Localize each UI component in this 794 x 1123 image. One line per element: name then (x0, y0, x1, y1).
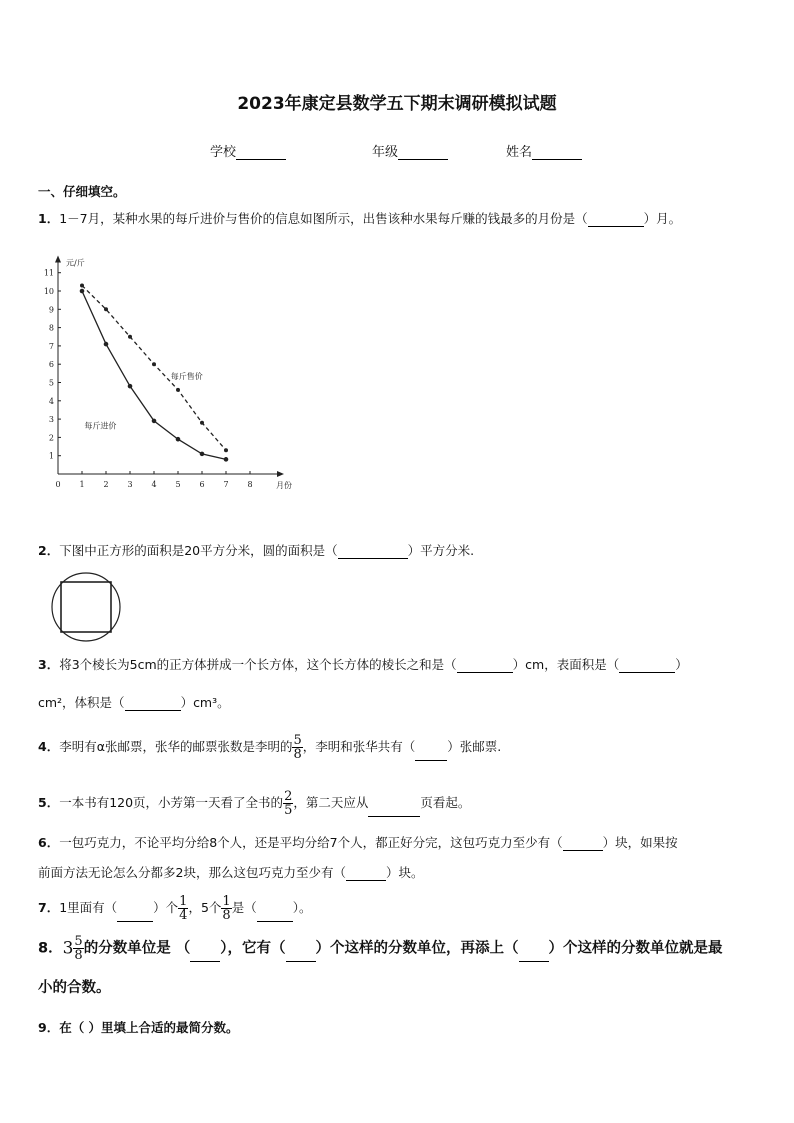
y-tick-label: 7 (48, 341, 54, 351)
q4-text-b: ，李明和张华共有（ (302, 739, 416, 754)
question-number: 5． (38, 795, 60, 810)
question-number: 3． (38, 657, 60, 672)
data-point (152, 419, 157, 424)
x-axis-arrow (277, 471, 284, 477)
data-point (80, 284, 84, 288)
q6-line1-a: 一包巧克力，不论平均分给8个人，还是平均分给7个人，都正好分完，这包巧克力至少有（ (59, 835, 563, 850)
data-point (176, 388, 180, 392)
q3-text-c: ） (675, 657, 688, 672)
fraction-5-8: $\frac{5}{8}$ (74, 934, 83, 963)
question-4 (38, 734, 501, 761)
question-8-line-2: 小的合数。 (38, 980, 111, 996)
question-number: 8． (38, 940, 63, 957)
q8-text-b: ），它有（ (220, 940, 286, 957)
series-line (82, 291, 226, 459)
name-blank[interactable] (532, 146, 582, 160)
question-number: 6． (38, 835, 60, 850)
q6-line2-b: ）块。 (385, 865, 424, 880)
name-field[interactable] (506, 141, 582, 160)
question-5 (38, 790, 470, 817)
grade-blank[interactable] (398, 146, 448, 160)
fraction-1-8: $\frac{1}{8}$ (222, 894, 231, 923)
x-tick-label: 1 (79, 480, 85, 489)
series-label: 每斤进价 (84, 421, 117, 431)
question-9 (38, 1018, 239, 1036)
q5-text-b: ，第二天应从 (293, 795, 369, 810)
question-2 (38, 541, 474, 559)
q3-blank-1[interactable] (457, 660, 513, 673)
y-tick-label: 8 (48, 323, 54, 333)
q7-text-e: ）。 (292, 900, 312, 915)
q1-text-a: 1－7月，某种水果的每斤进价与售价的信息如图所示，出售该种水果每斤赚的钱最多的月份是（ (59, 211, 588, 226)
q5-answer-blank[interactable] (368, 804, 420, 817)
y-tick-label: 6 (48, 360, 54, 370)
x-tick-label: 7 (223, 480, 229, 489)
q3-text-a: 将3个棱长为5cm的正方体拼成一个长方体，这个长方体的棱长之和是（ (59, 657, 457, 672)
q7-blank-1[interactable] (117, 909, 153, 922)
grade-field[interactable] (372, 141, 448, 160)
q3-text-d: cm²，体积是（ (38, 695, 125, 710)
y-axis-label: 元/斤 (66, 258, 85, 268)
fraction-5-8: $\frac{5}{8}$ (293, 733, 302, 762)
question-number: 4． (38, 739, 60, 754)
q1-text-b: ）月。 (643, 211, 682, 226)
fraction-1-4: $\frac{1}{4}$ (179, 894, 188, 923)
q6-blank-2[interactable] (346, 868, 386, 881)
data-point (128, 384, 133, 389)
x-tick-label: 4 (151, 480, 157, 489)
q7-text-a: 1里面有（ (59, 900, 118, 915)
q2-answer-blank[interactable] (338, 546, 408, 559)
question-number: 7． (38, 900, 60, 915)
q4-answer-blank[interactable] (415, 748, 447, 761)
q7-text-b: ）个 (153, 900, 179, 915)
q1-answer-blank[interactable] (588, 214, 644, 227)
section-heading: 一、仔细填空。 (38, 184, 126, 199)
y-tick-label: 9 (48, 305, 54, 315)
x-tick-label: 8 (247, 480, 253, 489)
data-point (80, 289, 85, 294)
question-6 (38, 833, 678, 851)
data-point (152, 362, 156, 366)
q7-blank-2[interactable] (257, 909, 293, 922)
data-point (224, 448, 228, 452)
fraction-2-5: $\frac{2}{5}$ (284, 789, 293, 818)
name-label: 姓名 (506, 145, 533, 160)
question-3-line-2 (38, 693, 230, 711)
q4-text-a: 李明有α张邮票，张华的邮票张数是李明的 (59, 739, 293, 754)
y-tick-label: 2 (48, 433, 54, 443)
q4-text-c: ）张邮票. (447, 739, 502, 754)
square-shape (61, 582, 111, 632)
question-number: 1． (38, 211, 60, 226)
q8-blank-1[interactable] (190, 949, 220, 962)
x-tick-label: 6 (199, 480, 205, 489)
q3-blank-3[interactable] (125, 698, 181, 711)
data-point (176, 437, 181, 442)
price-chart (40, 240, 300, 495)
q7-text-c: ，5个 (188, 900, 222, 915)
data-point (104, 307, 108, 311)
q2-text-a: 下图中正方形的面积是20平方分米，圆的面积是（ (59, 543, 338, 558)
q8-text-a: 的分数单位是 （ (83, 940, 191, 957)
q2-text-b: ）平方分米. (407, 543, 475, 558)
school-field[interactable] (210, 141, 286, 160)
x-axis-label: 月份 (276, 481, 292, 490)
y-tick-label: 3 (48, 415, 54, 425)
q6-blank-1[interactable] (563, 838, 603, 851)
q3-text-b: ）cm，表面积是（ (512, 657, 620, 672)
q6-line2-a: 前面方法无论怎么分都多2块，那么这包巧克力至少有（ (38, 865, 346, 880)
school-label: 学校 (210, 145, 237, 160)
q7-text-d: 是（ (231, 900, 257, 915)
q8-blank-2[interactable] (286, 949, 316, 962)
q6-line1-b: ）块，如果按 (602, 835, 678, 850)
question-number: 9． (38, 1020, 60, 1035)
q3-text-e: ）cm³。 (180, 695, 230, 710)
y-axis-arrow (55, 256, 61, 263)
mixed-number-whole: 3 (62, 938, 74, 959)
school-blank[interactable] (236, 146, 286, 160)
q8-text-c: ）个这样的分数单位，再添上（ (315, 940, 519, 957)
y-tick-label: 1 (48, 451, 54, 461)
data-point (104, 342, 109, 347)
circle-shape (52, 573, 120, 641)
grade-label: 年级 (372, 145, 399, 160)
data-point (128, 335, 132, 339)
data-point (224, 457, 229, 462)
x-tick-label: 0 (55, 480, 61, 489)
q8-text-d: ）个这样的分数单位就是最 (548, 940, 723, 957)
q8-blank-3[interactable] (519, 949, 549, 962)
square-in-circle-figure (48, 572, 128, 642)
y-tick-label: 4 (48, 396, 54, 406)
question-8 (38, 935, 723, 962)
x-tick-label: 2 (103, 480, 109, 489)
data-point (200, 452, 205, 457)
x-tick-label: 3 (127, 480, 133, 489)
question-1 (38, 209, 681, 227)
question-3 (38, 655, 688, 673)
q9-text: 在（ ）里填上合适的最简分数。 (59, 1020, 239, 1035)
data-point (200, 421, 204, 425)
page-title: 2023年康定县数学五下期末调研模拟试题 (237, 94, 557, 114)
y-tick-label: 10 (43, 287, 54, 296)
series-label: 每斤售价 (170, 371, 203, 381)
question-7 (38, 895, 311, 922)
q3-blank-2[interactable] (619, 660, 675, 673)
y-tick-label: 5 (48, 378, 54, 388)
q5-text-a: 一本书有120页，小芳第一天看了全书的 (59, 795, 284, 810)
question-6-line-2 (38, 863, 423, 881)
y-tick-label: 11 (43, 268, 54, 278)
x-tick-label: 5 (175, 480, 181, 489)
q5-text-c: 页看起。 (420, 795, 471, 810)
question-number: 2． (38, 543, 60, 558)
